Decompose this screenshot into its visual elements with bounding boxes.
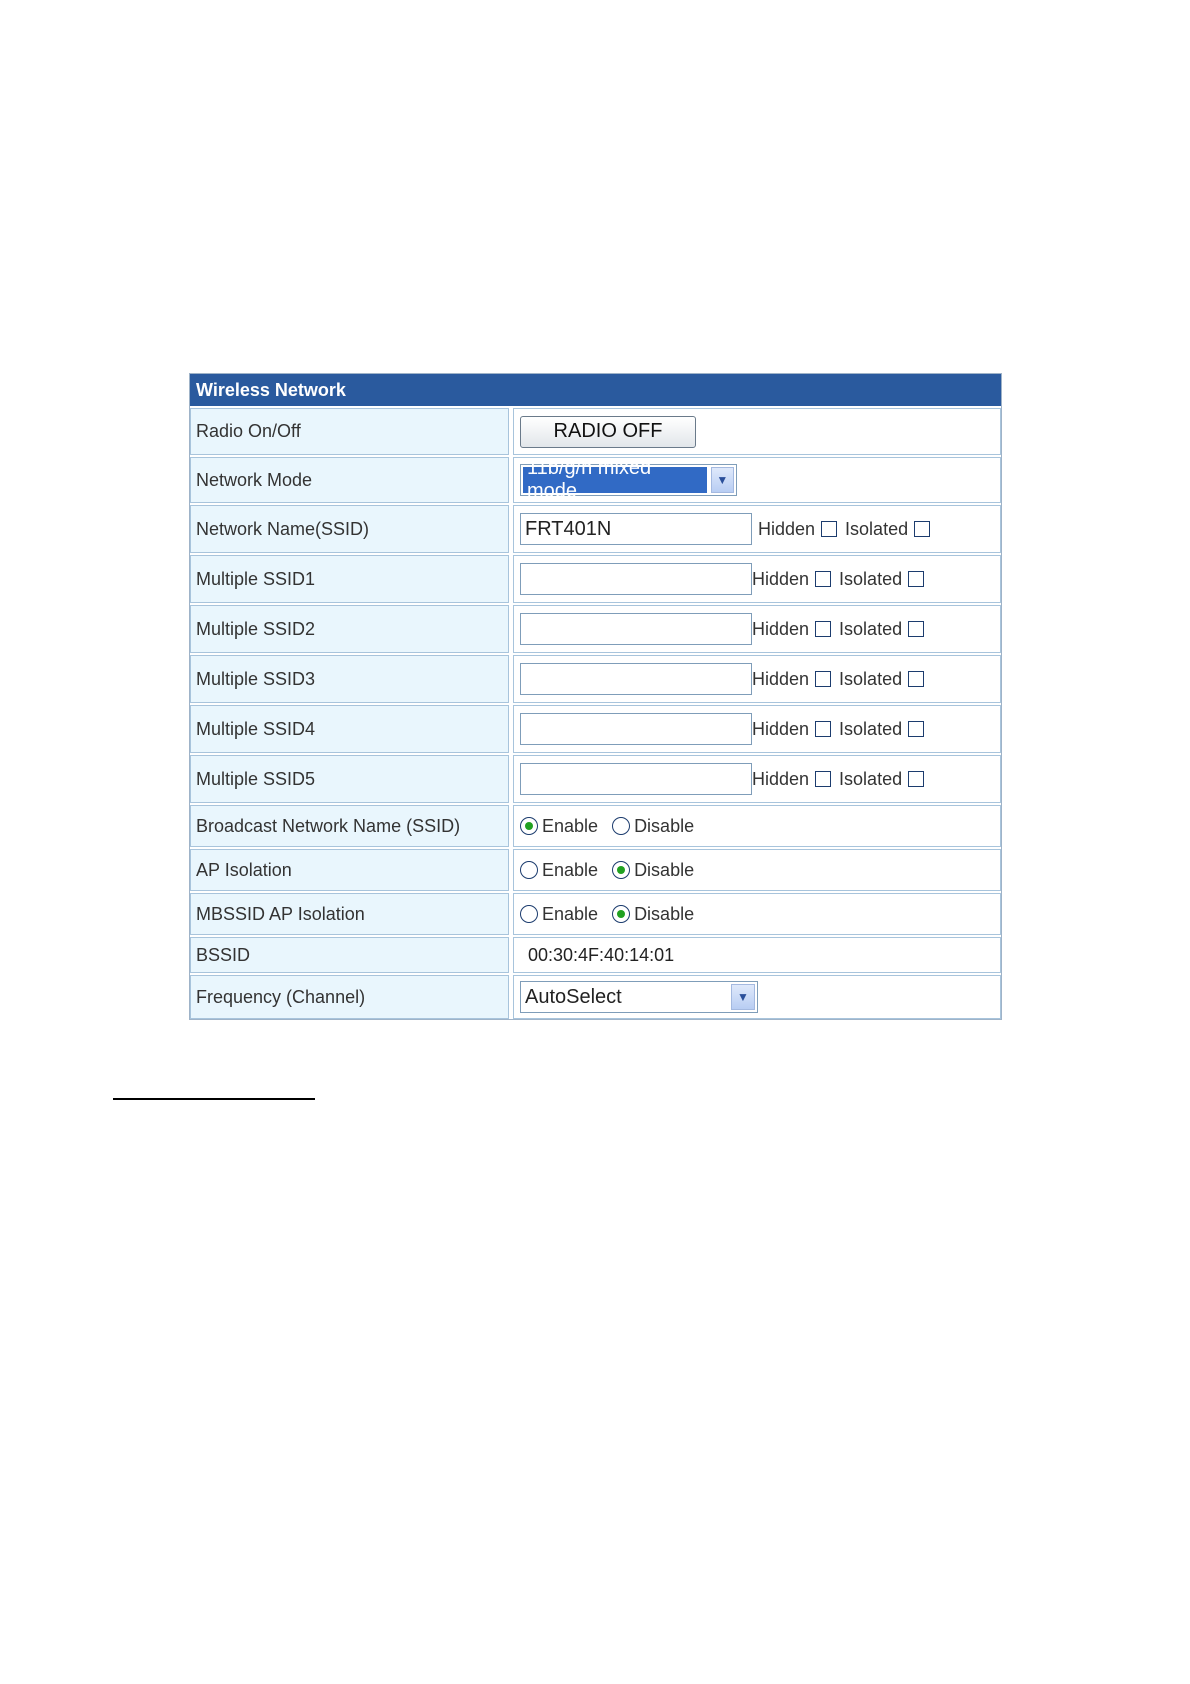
ap-isolation-enable-label: Enable (542, 859, 599, 880)
isolated-label: Isolated (839, 668, 903, 689)
frequency-row (190, 975, 1001, 1019)
broadcast-label: Broadcast Network Name (SSID) (190, 805, 509, 847)
multiple-ssid5-label: Multiple SSID5 (190, 755, 509, 803)
broadcast-enable-radio[interactable] (520, 817, 538, 835)
ssid-row (190, 505, 1001, 555)
ap-isolation-row (190, 849, 1001, 893)
multiple-ssid4-label: Multiple SSID4 (190, 705, 509, 753)
broadcast-disable-label: Disable (634, 815, 695, 836)
multiple-ssid5-hidden-checkbox[interactable] (815, 771, 831, 787)
multiple-ssid1-value-cell (513, 555, 1001, 603)
broadcast-value-cell (513, 805, 1001, 847)
ap-isolation-value-cell (513, 849, 1001, 891)
bssid-label: BSSID (190, 937, 509, 973)
hidden-label: Hidden (758, 518, 816, 539)
network-mode-selected: 11b/g/n mixed mode (523, 467, 707, 493)
ap-isolation-disable-option[interactable] (612, 860, 694, 881)
bssid-row (190, 937, 1001, 975)
broadcast-disable-radio[interactable] (612, 817, 630, 835)
isolated-label: Isolated (839, 618, 903, 639)
ap-isolation-enable-option[interactable] (520, 860, 598, 881)
frequency-selected: AutoSelect (525, 985, 622, 1008)
isolated-label: Isolated (839, 768, 903, 789)
ssid-hidden-checkbox[interactable] (821, 521, 837, 537)
radio-value-cell (513, 408, 1001, 455)
ssid-isolated-checkbox[interactable] (914, 521, 930, 537)
frequency-select[interactable] (520, 981, 758, 1013)
mbssid-isolation-disable-label: Disable (634, 903, 695, 924)
multiple-ssid4-input[interactable] (520, 713, 752, 745)
network-mode-select[interactable] (520, 457, 737, 502)
isolated-label: Isolated (839, 568, 903, 589)
multiple-ssid1-input[interactable] (520, 563, 752, 595)
frequency-value-cell (513, 975, 1001, 1019)
network-mode-label: Network Mode (190, 457, 509, 503)
hidden-label: Hidden (752, 668, 810, 689)
ssid-value-cell (513, 505, 1001, 553)
multiple-ssid3-hidden-checkbox[interactable] (815, 671, 831, 687)
broadcast-disable-option[interactable] (612, 816, 694, 837)
multiple-ssid1-hidden-checkbox[interactable] (815, 571, 831, 587)
multiple-ssid4-hidden-checkbox[interactable] (815, 721, 831, 737)
ssid-label: Network Name(SSID) (190, 505, 509, 553)
hidden-label: Hidden (752, 718, 810, 739)
chevron-down-icon[interactable]: ▼ (731, 984, 755, 1010)
ap-isolation-enable-radio[interactable] (520, 861, 538, 879)
multiple-ssid2-input[interactable] (520, 613, 752, 645)
broadcast-enable-option[interactable] (520, 816, 598, 837)
multiple-ssid3-isolated-checkbox[interactable] (908, 671, 924, 687)
ssid-input[interactable]: FRT401N (520, 513, 752, 545)
radio-off-button[interactable]: RADIO OFF (520, 416, 696, 448)
multiple-ssid5-value-cell (513, 755, 1001, 803)
mbssid-isolation-disable-radio[interactable] (612, 905, 630, 923)
multiple-ssid3-input[interactable] (520, 663, 752, 695)
mbssid-isolation-enable-radio[interactable] (520, 905, 538, 923)
multiple-ssid1-isolated-checkbox[interactable] (908, 571, 924, 587)
multiple-ssid5-row (190, 755, 1001, 805)
multiple-ssid4-isolated-checkbox[interactable] (908, 721, 924, 737)
ap-isolation-disable-label: Disable (634, 859, 695, 880)
mbssid-isolation-value-cell (513, 893, 1001, 935)
multiple-ssid5-input[interactable] (520, 763, 752, 795)
radio-label: Radio On/Off (190, 408, 509, 455)
broadcast-enable-label: Enable (542, 815, 599, 836)
network-mode-value-cell (513, 457, 1001, 503)
panel-title: Wireless Network (190, 374, 1001, 408)
broadcast-row (190, 805, 1001, 849)
mbssid-isolation-disable-option[interactable] (612, 904, 694, 925)
multiple-ssid1-row (190, 555, 1001, 605)
multiple-ssid3-value-cell (513, 655, 1001, 703)
multiple-ssid4-row (190, 705, 1001, 755)
mbssid-isolation-row (190, 893, 1001, 937)
multiple-ssid2-value-cell (513, 605, 1001, 653)
hidden-label: Hidden (752, 618, 810, 639)
multiple-ssid1-label: Multiple SSID1 (190, 555, 509, 603)
bssid-value: 00:30:4F:40:14:01 (513, 937, 1001, 973)
network-mode-row (190, 457, 1001, 505)
ap-isolation-label: AP Isolation (190, 849, 509, 891)
isolated-label: Isolated (845, 518, 909, 539)
mbssid-isolation-enable-label: Enable (542, 903, 599, 924)
chevron-down-icon[interactable]: ▼ (711, 467, 734, 493)
footnote-separator (113, 1098, 315, 1100)
multiple-ssid3-label: Multiple SSID3 (190, 655, 509, 703)
multiple-ssid4-value-cell (513, 705, 1001, 753)
mbssid-isolation-label: MBSSID AP Isolation (190, 893, 509, 935)
mbssid-isolation-enable-option[interactable] (520, 904, 598, 925)
hidden-label: Hidden (752, 568, 810, 589)
wireless-network-panel (189, 373, 1002, 1020)
isolated-label: Isolated (839, 718, 903, 739)
radio-row (190, 408, 1001, 457)
ap-isolation-disable-radio[interactable] (612, 861, 630, 879)
frequency-label: Frequency (Channel) (190, 975, 509, 1019)
multiple-ssid3-row (190, 655, 1001, 705)
multiple-ssid2-hidden-checkbox[interactable] (815, 621, 831, 637)
multiple-ssid2-label: Multiple SSID2 (190, 605, 509, 653)
hidden-label: Hidden (752, 768, 810, 789)
multiple-ssid2-row (190, 605, 1001, 655)
multiple-ssid2-isolated-checkbox[interactable] (908, 621, 924, 637)
multiple-ssid5-isolated-checkbox[interactable] (908, 771, 924, 787)
